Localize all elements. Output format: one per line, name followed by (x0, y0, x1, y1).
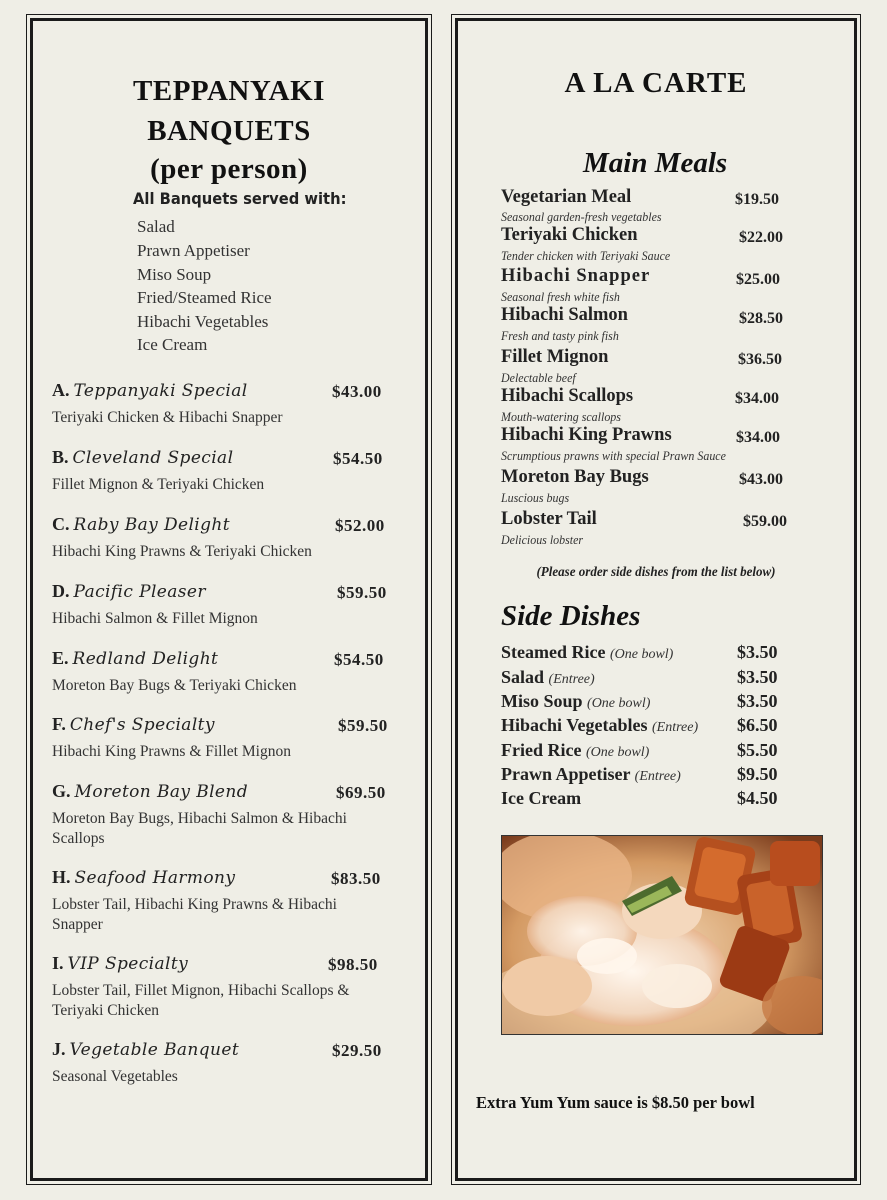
meal-desc: Delectable beef (501, 370, 576, 385)
banquet-item-desc: Hibachi King Prawns & Fillet Mignon (52, 743, 291, 760)
side-dish-name: Steamed Rice (One bowl) (501, 642, 674, 662)
included-item: Miso Soup (137, 265, 212, 284)
meal-name: Moreton Bay Bugs (501, 467, 649, 487)
meal-price: $19.50 (735, 191, 779, 208)
banquet-item-name: H. Seafood Harmony (52, 867, 236, 888)
meal-desc: Scrumptious prawns with special Prawn Sauce (501, 448, 726, 463)
meal-desc: Seasonal garden-fresh vegetables (501, 209, 662, 224)
side-dish-price: $3.50 (737, 691, 778, 711)
meal-desc: Tender chicken with Teriyaki Sauce (501, 248, 671, 263)
main-meals-heading: Main Meals (583, 147, 728, 179)
side-dish-price: $4.50 (737, 788, 778, 808)
food-photo-graphic (502, 836, 823, 1035)
banquets-title-line3: (per person) (150, 153, 308, 185)
banquets-panel (30, 18, 428, 1181)
side-dish-price: $9.50 (737, 764, 778, 784)
meal-name: Hibachi Salmon (501, 305, 628, 325)
banquet-item-name: E. Redland Delight (52, 648, 219, 669)
meal-price: $34.00 (735, 390, 779, 407)
side-dish-name: Fried Rice (One bowl) (501, 740, 650, 760)
banquet-item-desc: Seasonal Vegetables (52, 1068, 178, 1085)
meal-desc: Seasonal fresh white fish (501, 289, 620, 304)
meal-name: Teriyaki Chicken (501, 225, 638, 245)
included-item: Prawn Appetiser (137, 241, 250, 260)
banquets-title-line1: TEPPANYAKI (133, 75, 325, 107)
banquet-item-price: $52.00 (335, 516, 385, 535)
banquet-item-price: $98.50 (328, 955, 378, 974)
side-dish-price: $3.50 (737, 667, 778, 687)
banquet-item-desc: Hibachi Salmon & Fillet Mignon (52, 610, 258, 627)
meal-price: $22.00 (739, 229, 783, 246)
banquet-item-desc: Hibachi King Prawns & Teriyaki Chicken (52, 543, 312, 560)
side-dish-name: Prawn Appetiser (Entree) (501, 764, 681, 784)
side-dish-price: $3.50 (737, 642, 778, 662)
meal-price: $25.00 (736, 271, 780, 288)
banquet-item-desc: Lobster Tail, Hibachi King Prawns & Hibachi Snapper (52, 896, 337, 933)
banquet-item-price: $59.50 (337, 583, 387, 602)
side-dish-name: Hibachi Vegetables (Entree) (501, 715, 699, 735)
banquet-item-name: C. Raby Bay Delight (52, 514, 230, 535)
banquet-item-desc: Fillet Mignon & Teriyaki Chicken (52, 476, 265, 493)
side-dish-price: $6.50 (737, 715, 778, 735)
included-item: Ice Cream (137, 335, 208, 354)
meal-name: Hibachi King Prawns (501, 425, 672, 445)
banquet-item-desc: Moreton Bay Bugs & Teriyaki Chicken (52, 677, 297, 694)
banquet-item-price: $29.50 (332, 1041, 382, 1060)
a-la-carte-title: A LA CARTE (564, 67, 748, 99)
side-dish-name: Ice Cream (501, 788, 582, 808)
side-dishes-heading: Side Dishes (501, 600, 641, 632)
banquet-item-price: $54.50 (334, 650, 384, 669)
meal-price: $34.00 (736, 429, 780, 446)
meal-price: $36.50 (738, 351, 782, 368)
meal-name: Hibachi Scallops (501, 386, 634, 406)
included-item: Hibachi Vegetables (137, 312, 269, 331)
included-item: Fried/Steamed Rice (137, 288, 272, 307)
banquet-item-name: G. Moreton Bay Blend (52, 781, 249, 802)
banquet-item-name: I. VIP Specialty (52, 953, 189, 974)
banquet-item-price: $54.50 (333, 449, 383, 468)
meal-name: Hibachi Snapper (501, 266, 651, 286)
order-side-dishes-note: (Please order side dishes from the list below) (536, 565, 776, 580)
served-with-label: All Banquets served with: (133, 189, 347, 208)
included-item: Salad (137, 217, 175, 236)
meal-price: $28.50 (739, 310, 783, 327)
food-photo (501, 835, 823, 1035)
banquet-item-price: $83.50 (331, 869, 381, 888)
banquet-item-name: A. Teppanyaki Special (52, 380, 248, 401)
banquet-item-name: D. Pacific Pleaser (52, 581, 206, 602)
banquets-title-line2: BANQUETS (147, 115, 311, 147)
meal-desc: Mouth-watering scallops (501, 409, 621, 424)
meal-name: Lobster Tail (501, 509, 597, 529)
meal-price: $43.00 (739, 471, 783, 488)
side-dish-price: $5.50 (737, 740, 778, 760)
meal-desc: Delicious lobster (501, 532, 584, 547)
meal-name: Fillet Mignon (501, 347, 609, 367)
meal-desc: Luscious bugs (501, 490, 570, 505)
side-dish-name: Miso Soup (One bowl) (501, 691, 651, 711)
banquet-item-desc: Moreton Bay Bugs, Hibachi Salmon & Hibachi Scallops (52, 810, 347, 847)
side-dish-name: Salad (Entree) (501, 667, 595, 687)
banquet-item-price: $59.50 (338, 716, 388, 735)
banquet-item-name: F. Chef's Specialty (52, 714, 215, 735)
a-la-carte-panel (455, 18, 857, 1181)
banquet-item-price: $43.00 (332, 382, 382, 401)
meal-desc: Fresh and tasty pink fish (501, 328, 619, 343)
meal-price: $59.00 (743, 513, 787, 530)
extra-sauce-note: Extra Yum Yum sauce is $8.50 per bowl (476, 1093, 755, 1112)
banquet-item-name: B. Cleveland Special (52, 447, 234, 468)
banquet-item-desc: Lobster Tail, Fillet Mignon, Hibachi Scallops & Teriyaki Chicken (52, 982, 350, 1019)
meal-name: Vegetarian Meal (501, 187, 632, 207)
banquet-item-desc: Teriyaki Chicken & Hibachi Snapper (52, 409, 283, 426)
banquet-item-name: J. Vegetable Banquet (52, 1039, 240, 1060)
banquet-item-price: $69.50 (336, 783, 386, 802)
